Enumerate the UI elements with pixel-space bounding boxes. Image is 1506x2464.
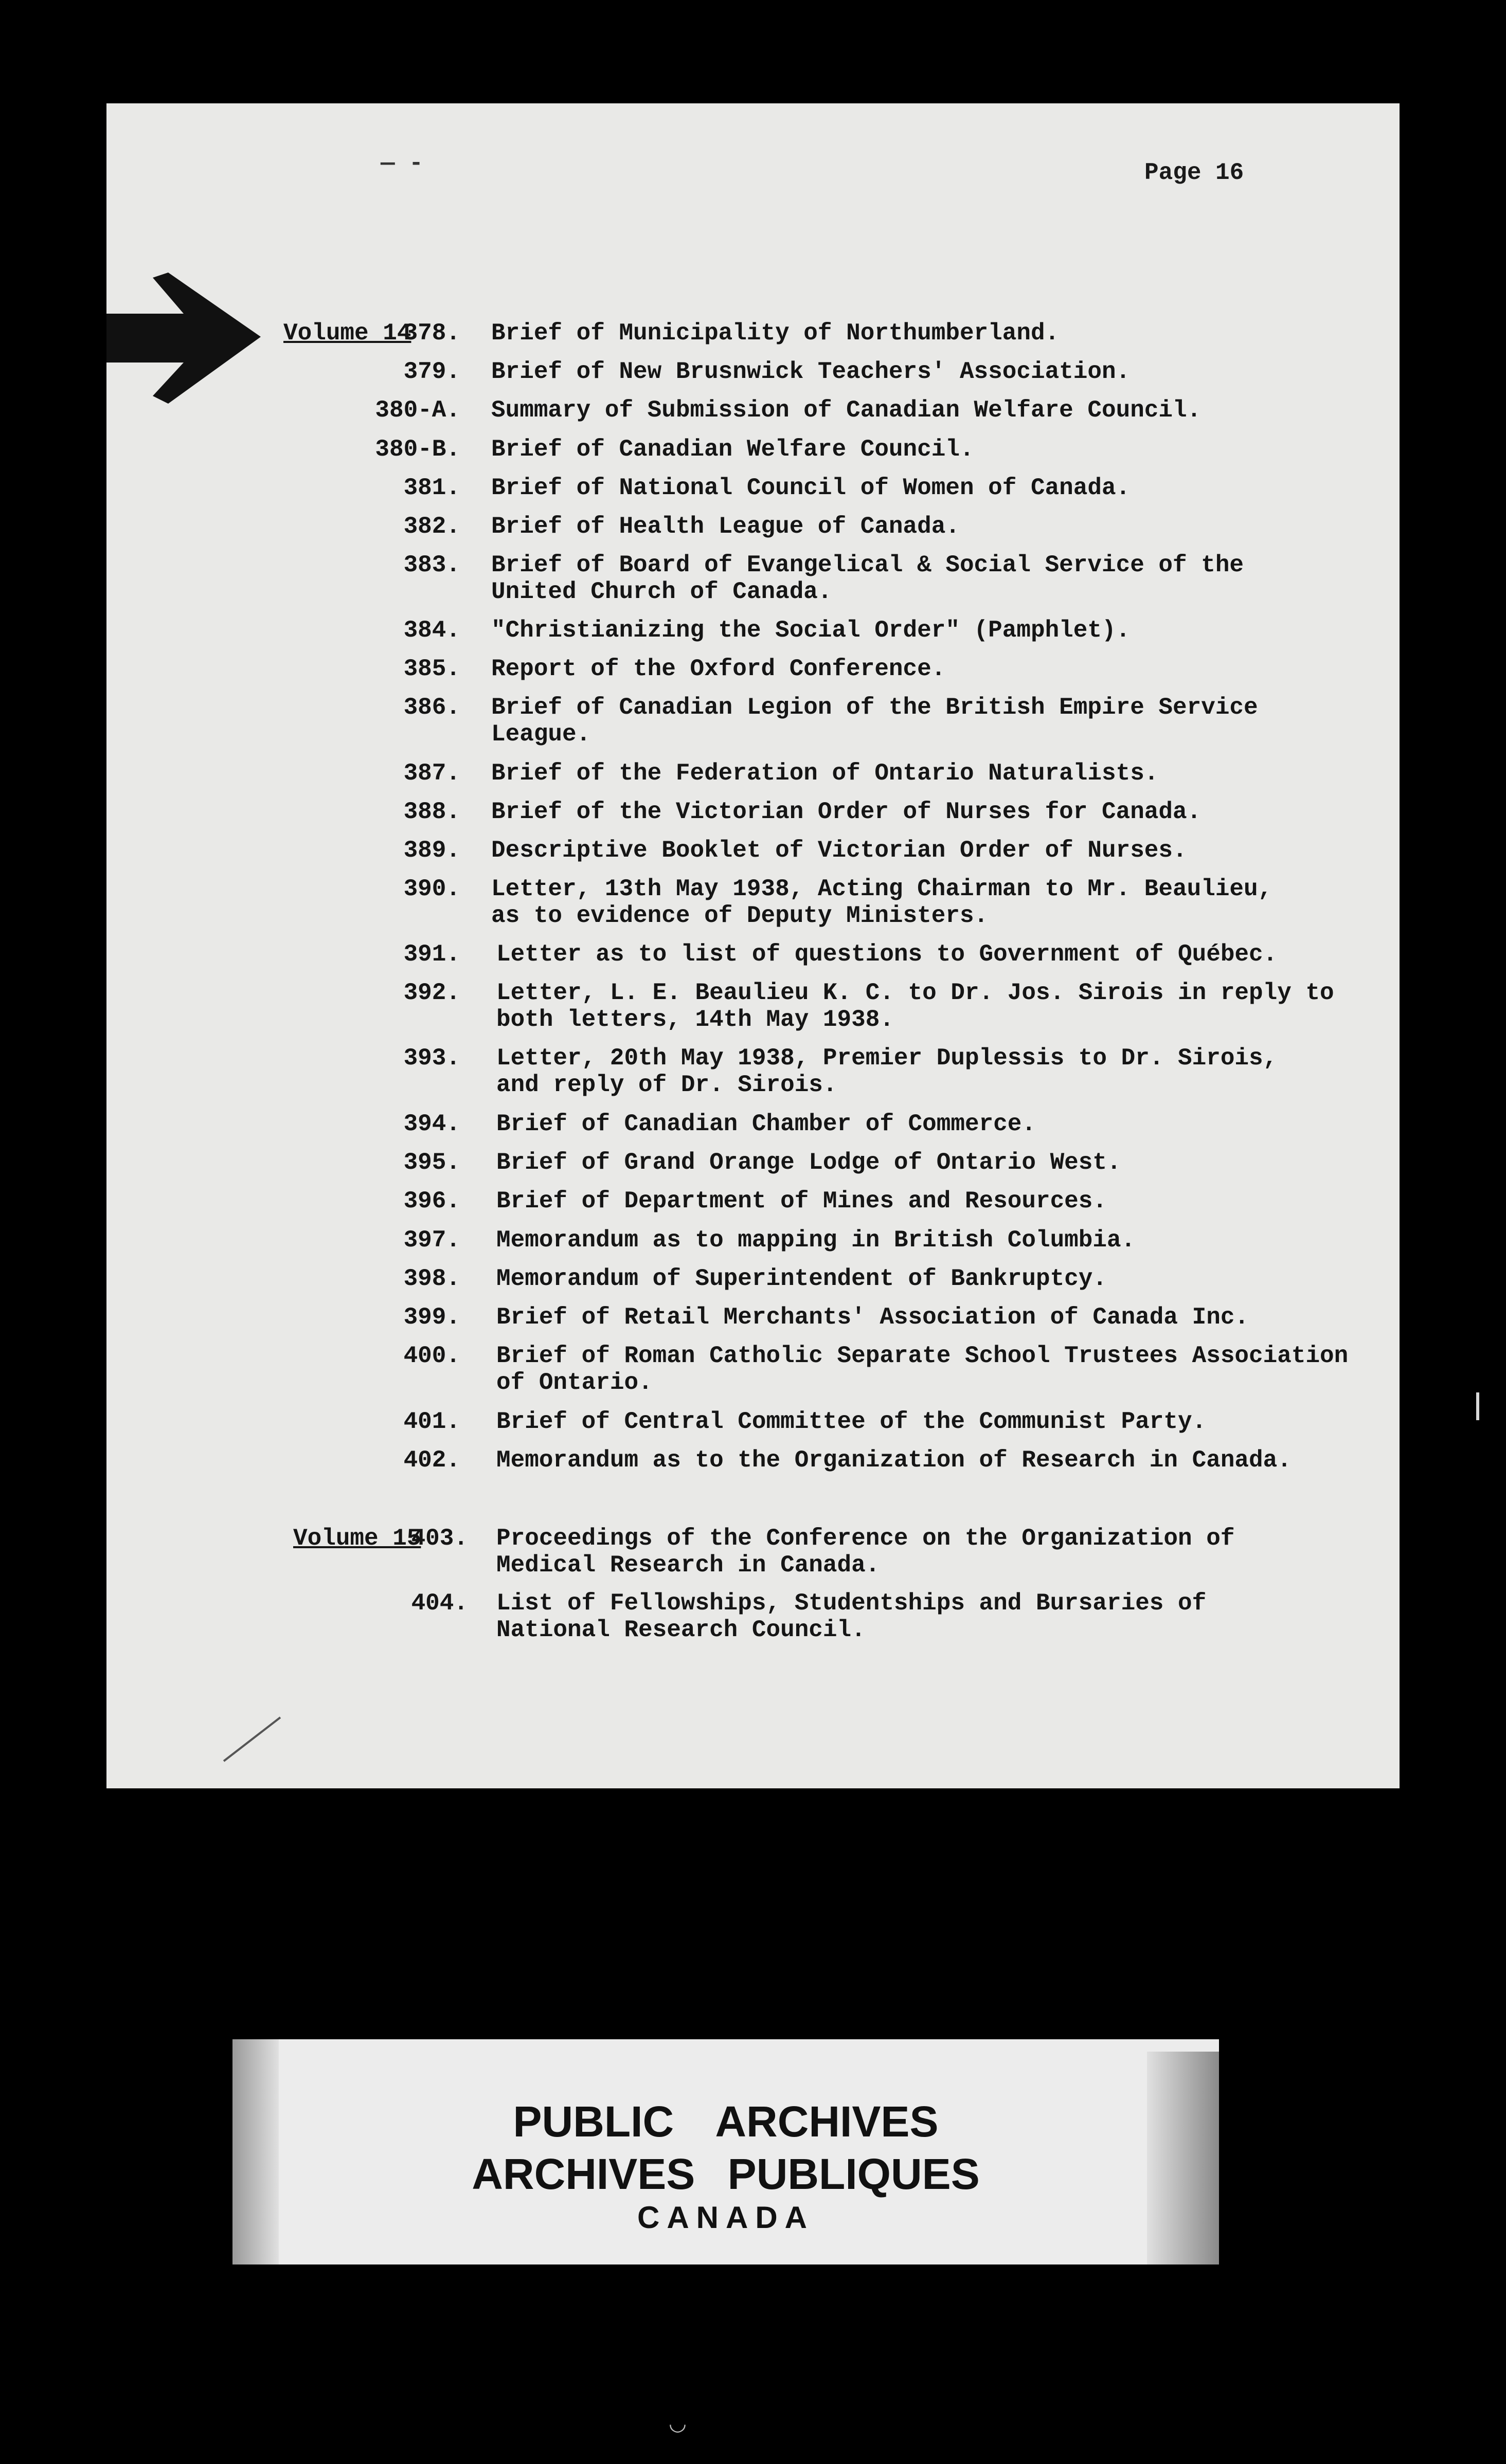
entry-text: Memorandum of Superintendent of Bankruptcy. (496, 1265, 1107, 1292)
volume-label: Volume 15 (293, 1525, 421, 1552)
entry-text: Letter as to list of questions to Government of Québec. (496, 941, 1278, 968)
entry-number: 392. (403, 980, 460, 1006)
pencil-stroke (221, 1712, 283, 1764)
entry-text: Brief of Roman Catholic Separate School Trustees Association (496, 1343, 1349, 1369)
entry-text: Brief of Canadian Welfare Council. (491, 436, 974, 463)
page-number: Page 16 (1144, 159, 1244, 186)
entry-text: List of Fellowships, Studentships and Bursaries of (496, 1590, 1207, 1617)
entry-text: Brief of Central Committee of the Communist Party. (496, 1408, 1207, 1435)
entry-number: 400. (403, 1343, 460, 1369)
entry-number: 404. (411, 1590, 468, 1617)
entry-text: Brief of Retail Merchants' Association of Canada Inc. (496, 1304, 1249, 1331)
entry-number: 384. (403, 617, 460, 644)
entry-number: 379. (403, 358, 460, 385)
entry-text: Letter, 13th May 1938, Acting Chairman to Mr. Beaulieu, (491, 876, 1272, 902)
stamp-line-1: PUBLIC ARCHIVES (513, 2097, 939, 2146)
entry-number: 383. (403, 552, 460, 578)
entry-number: 401. (403, 1408, 460, 1435)
volume-label: Volume 14 (283, 320, 411, 347)
entry-text: National Research Council. (496, 1617, 866, 1643)
entry-text: Brief of Department of Mines and Resources. (496, 1188, 1107, 1215)
entry-number: 388. (403, 799, 460, 825)
entry-number: 394. (403, 1111, 460, 1137)
entry-number: 380-B. (375, 436, 460, 463)
entry-text: Brief of the Victorian Order of Nurses for Canada. (491, 799, 1202, 825)
entry-text: Brief of Canadian Chamber of Commerce. (496, 1111, 1036, 1137)
pen-mark: — - (381, 150, 423, 177)
arrow-icon (106, 267, 271, 422)
entry-number: 387. (403, 760, 460, 787)
entry-number: 403. (411, 1525, 468, 1552)
entry-text: Brief of Grand Orange Lodge of Ontario West. (496, 1149, 1121, 1176)
edge-mark (1476, 1392, 1479, 1420)
entry-text: Report of the Oxford Conference. (491, 656, 946, 682)
entry-text: Medical Research in Canada. (496, 1552, 880, 1579)
entry-text: both letters, 14th May 1938. (496, 1006, 894, 1033)
entry-text: Memorandum as to mapping in British Columbia. (496, 1227, 1136, 1254)
entry-number: 381. (403, 475, 460, 501)
entry-text: United Church of Canada. (491, 578, 832, 605)
entry-text: Letter, 20th May 1938, Premier Duplessis to Dr. Sirois, (496, 1045, 1278, 1072)
entry-number: 378. (403, 320, 460, 347)
entry-text: and reply of Dr. Sirois. (496, 1072, 837, 1098)
entry-text: Brief of New Brusnwick Teachers' Association. (491, 358, 1131, 385)
entry-number: 382. (403, 513, 460, 540)
entry-text: Brief of the Federation of Ontario Naturalists. (491, 760, 1159, 787)
entry-text: Brief of Municipality of Northumberland. (491, 320, 1060, 347)
entry-text: Brief of Health League of Canada. (491, 513, 960, 540)
entry-text: Summary of Submission of Canadian Welfare Council. (491, 397, 1202, 424)
entry-text: Brief of Board of Evangelical & Social Service of the (491, 552, 1244, 578)
entry-text: of Ontario. (496, 1369, 653, 1396)
entry-text: as to evidence of Deputy Ministers. (491, 902, 989, 929)
stamp-line-3: CANADA (637, 2200, 814, 2235)
entry-number: 386. (403, 694, 460, 721)
entry-number: 398. (403, 1265, 460, 1292)
entry-text: League. (491, 721, 591, 748)
entry-number: 391. (403, 941, 460, 968)
entry-number: 395. (403, 1149, 460, 1176)
entry-text: Descriptive Booklet of Victorian Order of Nurses. (491, 837, 1187, 864)
entry-number: 389. (403, 837, 460, 864)
entry-number: 402. (403, 1447, 460, 1474)
entry-text: Brief of National Council of Women of Canada. (491, 475, 1131, 501)
entry-number: 380-A. (375, 397, 460, 424)
stamp-line-2: ARCHIVES PUBLIQUES (472, 2150, 980, 2198)
entry-number: 393. (403, 1045, 460, 1072)
entry-number: 397. (403, 1227, 460, 1254)
entry-text: Letter, L. E. Beaulieu K. C. to Dr. Jos. Sirois in reply to (496, 980, 1334, 1006)
entry-number: 390. (403, 876, 460, 902)
film-mark: ◡ (669, 2412, 687, 2435)
entry-text: Brief of Canadian Legion of the British Empire Service (491, 694, 1258, 721)
entry-number: 396. (403, 1188, 460, 1215)
entry-text: "Christianizing the Social Order" (Pamphlet). (491, 617, 1131, 644)
entry-number: 385. (403, 656, 460, 682)
entry-number: 399. (403, 1304, 460, 1331)
entry-text: Memorandum as to the Organization of Research in Canada. (496, 1447, 1292, 1474)
entry-text: Proceedings of the Conference on the Organization of (496, 1525, 1235, 1552)
